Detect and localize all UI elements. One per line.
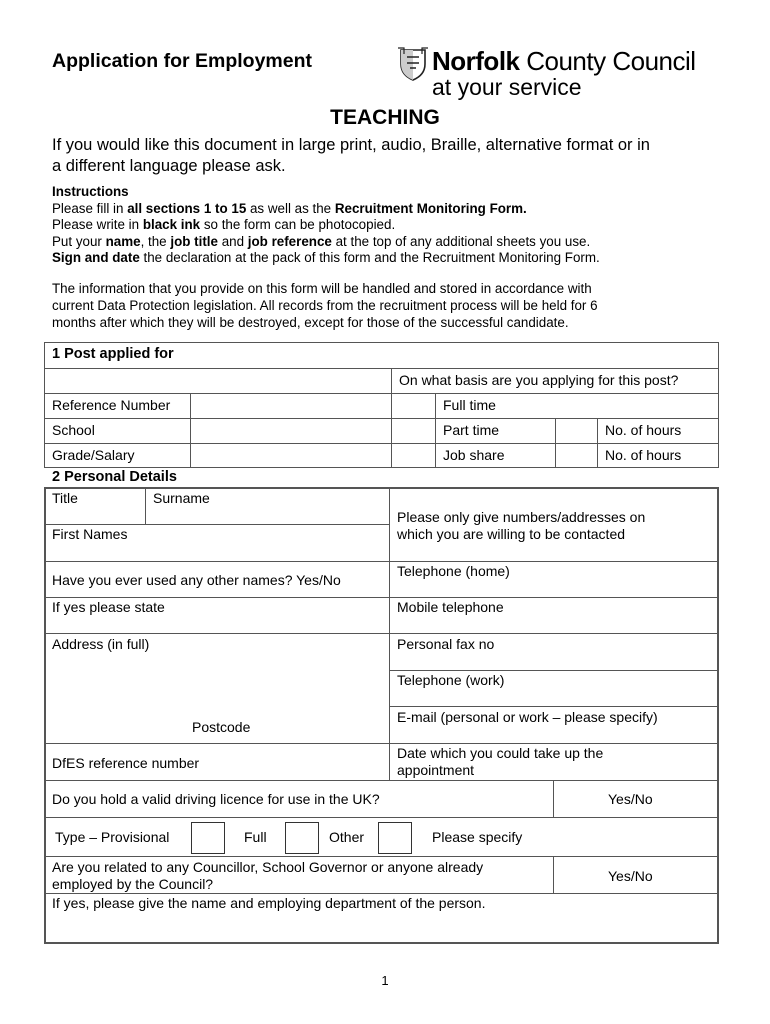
reference-number-label: Reference Number: [52, 397, 171, 413]
instructions: Instructions Please fill in all sections 1 to 15 as well as the Recruitment Monitoring Form. Please write in black ink so the form can be photocopied. Put your name, the job title and job reference at the top of any additional sheets you use. Sign and date the declaration at the pack of this form and the Recruitment Monitoring Form.: [52, 184, 742, 267]
fax-label: Personal fax no: [397, 636, 495, 652]
if-yes-label: If yes please state: [52, 599, 165, 615]
telephone-work-label: Telephone (work): [397, 672, 505, 688]
data-protection-note: The information that you provide on this form will be handled and stored in accordance with current Data Protection legislation. All records from the recruitment process will be held for 6 months after which they will be destroyed, except for those of the successful candidate.: [52, 281, 598, 330]
page-title: Application for Employment: [52, 50, 313, 72]
licence-question: Do you hold a valid driving licence for use in the UK?: [52, 791, 380, 807]
mobile-label: Mobile telephone: [397, 599, 504, 615]
related-answer: Yes/No: [608, 868, 653, 884]
part-time-hours-label: No. of hours: [605, 422, 682, 438]
provisional-checkbox[interactable]: [191, 822, 225, 854]
section-1-title: 1 Post applied for: [52, 346, 174, 362]
grade-salary-label: Grade/Salary: [52, 447, 135, 463]
surname-label: Surname: [153, 490, 210, 506]
first-names-label: First Names: [52, 526, 128, 542]
page-number: 1: [381, 973, 389, 988]
telephone-home-label: Telephone (home): [397, 563, 510, 579]
address-label: Address (in full): [52, 636, 150, 652]
logo-name: Norfolk County Council: [432, 46, 696, 76]
related-followup-label: If yes, please give the name and employing department of the person.: [52, 895, 486, 911]
document-heading: TEACHING: [330, 106, 440, 129]
type-full-label: Full: [244, 829, 267, 845]
full-time-label: Full time: [443, 397, 496, 413]
contact-note: Please only give numbers/addresses on which you are willing to be contacted: [397, 509, 646, 542]
licence-answer: Yes/No: [608, 791, 653, 807]
email-label: E-mail (personal or work – please specify): [397, 709, 658, 725]
other-checkbox[interactable]: [378, 822, 412, 854]
part-time-label: Part time: [443, 422, 500, 438]
other-names-label: Have you ever used any other names? Yes/No: [52, 572, 341, 588]
related-question: Are you related to any Councillor, School Governor or anyone already employed by the Council?: [52, 859, 484, 892]
instructions-heading: Instructions: [52, 184, 129, 199]
postcode-label: Postcode: [192, 719, 251, 735]
title-label: Title: [52, 490, 78, 506]
dfes-label: DfES reference number: [52, 755, 200, 771]
accessibility-note: If you would like this document in large print, audio, Braille, alternative format or in a different language please ask.: [52, 136, 650, 175]
school-label: School: [52, 422, 95, 438]
job-share-hours-label: No. of hours: [605, 447, 682, 463]
job-share-label: Job share: [443, 447, 505, 463]
type-other-label: Other: [329, 829, 365, 845]
start-date-label: Date which you could take up the appointment: [397, 745, 604, 778]
coat-of-arms-icon: [398, 46, 428, 82]
basis-question: On what basis are you applying for this post?: [399, 372, 679, 388]
type-provisional-label: Type – Provisional: [55, 829, 170, 845]
council-logo: [398, 46, 728, 102]
logo-tagline: at your service: [432, 74, 582, 100]
please-specify-label: Please specify: [432, 829, 523, 845]
full-checkbox[interactable]: [285, 822, 319, 854]
section-2-title: 2 Personal Details: [52, 469, 177, 485]
